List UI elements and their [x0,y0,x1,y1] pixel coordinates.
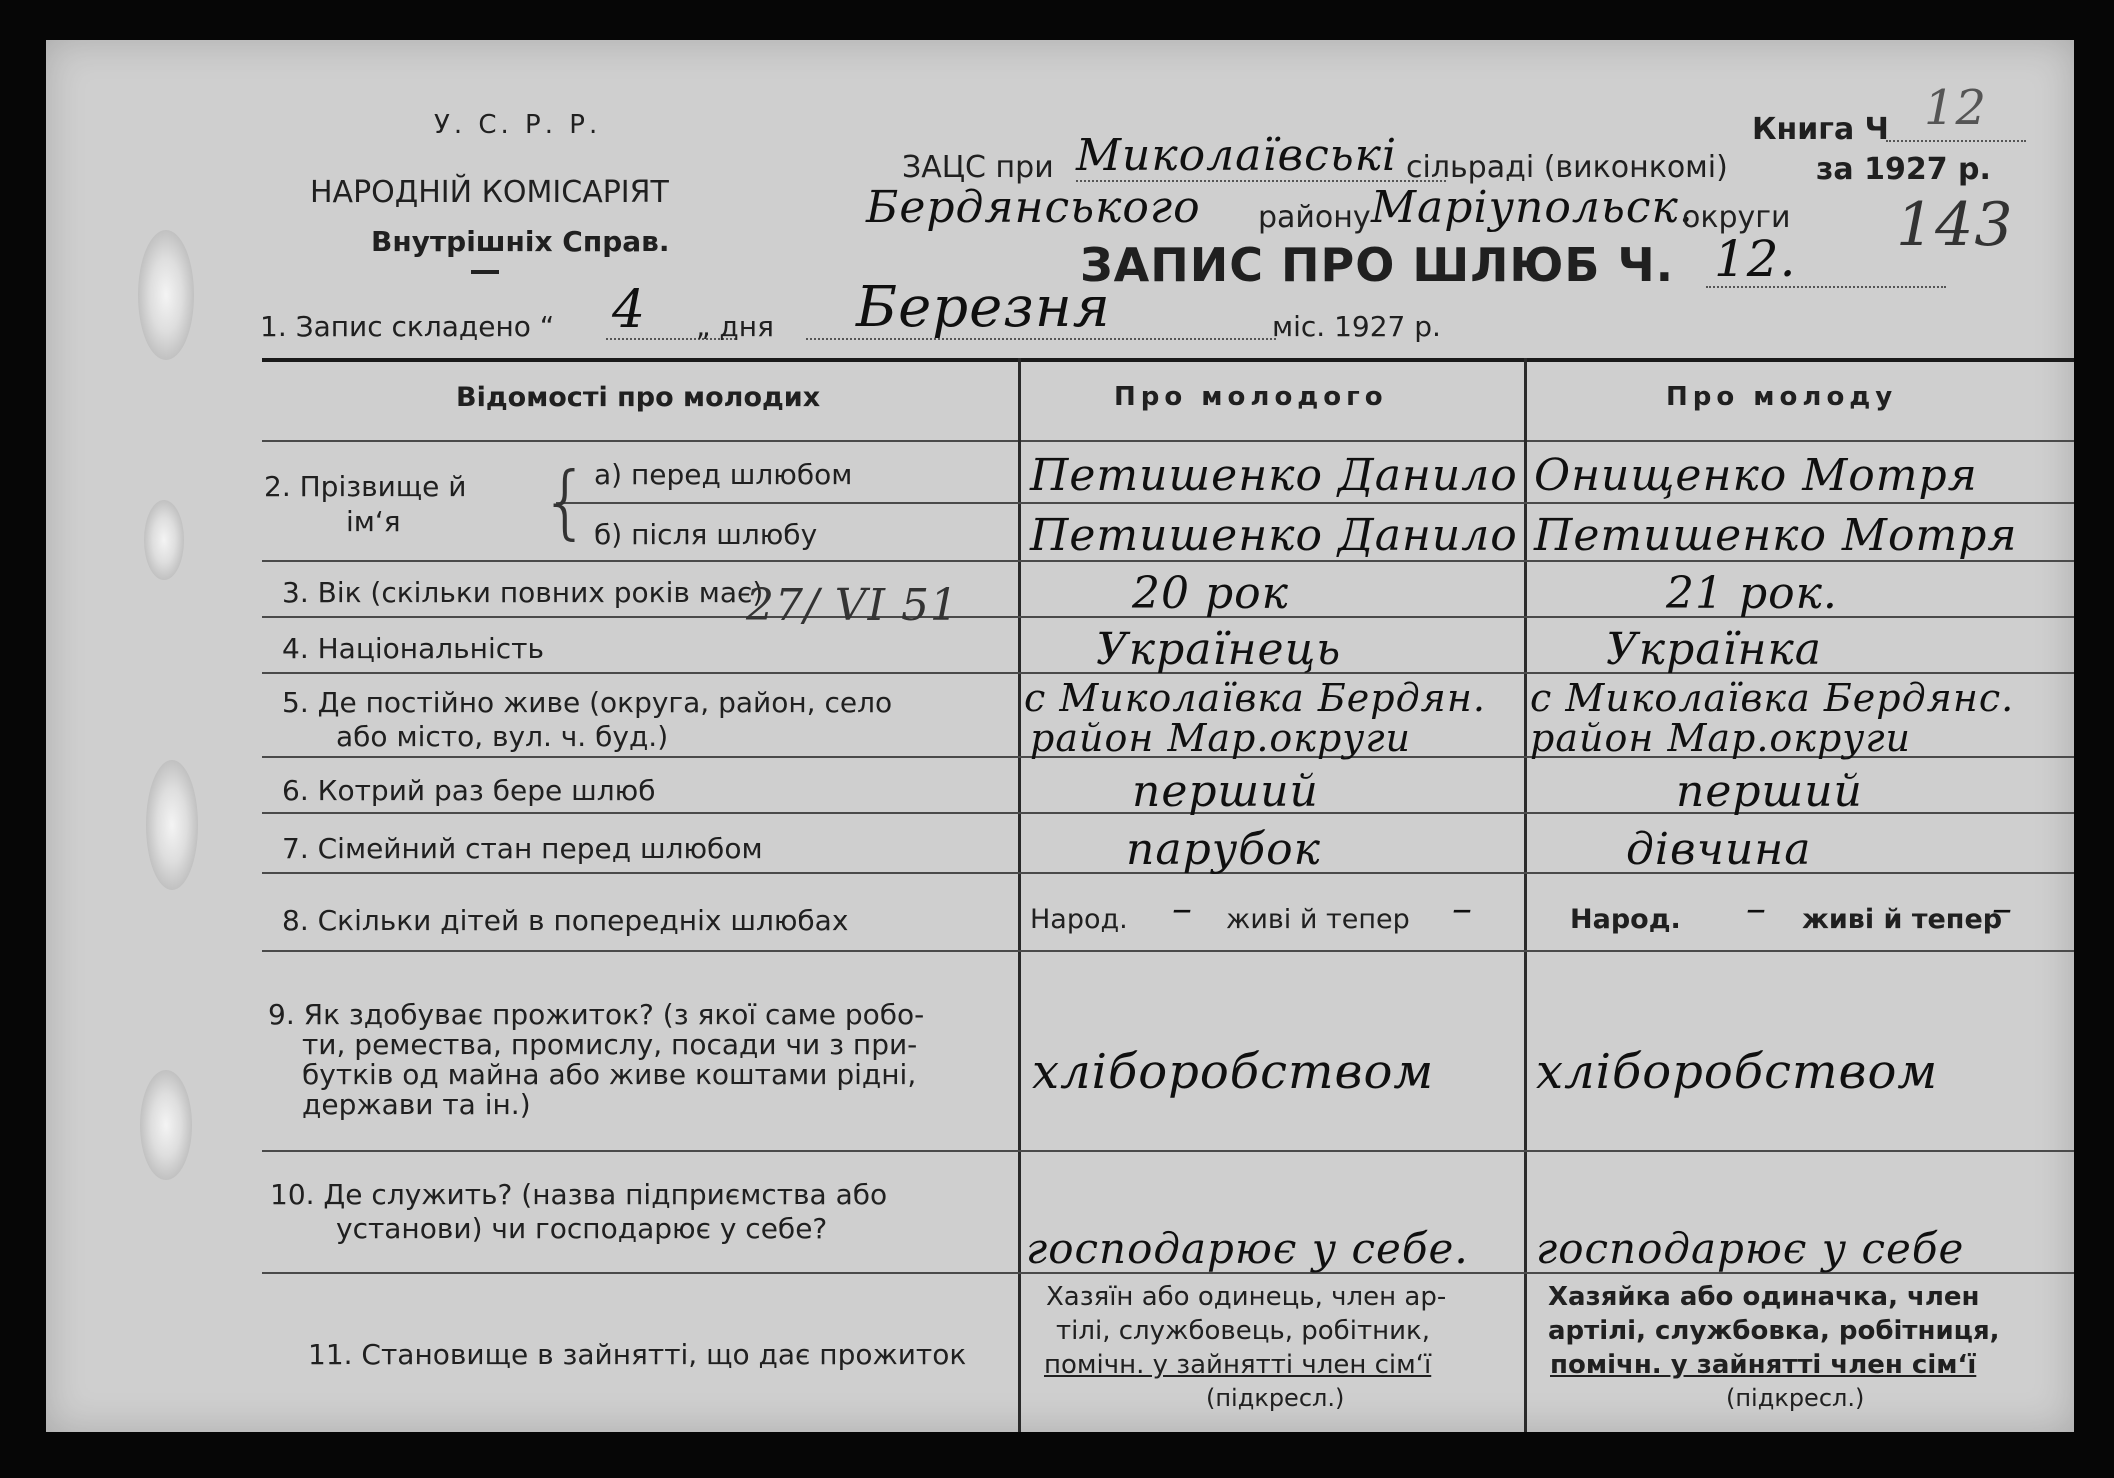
year-label: за 1927 р. [1816,152,1991,187]
district-handwritten: Бердянського [866,182,1201,233]
bride-name-after: Петишенко Мотря [1534,510,2018,561]
record-day-handwritten: 4 [612,280,647,340]
groom-name-after: Петишенко Данило [1030,510,1518,561]
bride-position-note: (підкресл.) [1726,1384,1865,1412]
groom-children-alive-label: живі й тепер [1226,904,1410,935]
commissariat-title: НАРОДНІЙ КОМІСАРІЯТ [310,175,669,210]
row-2-after-label: б) після шлюбу [594,518,818,551]
punch-hole [144,500,184,580]
column-header-info: Відомості про молодих [456,382,821,413]
groom-nationality: Українець [1096,624,1342,675]
bride-age: 21 рок. [1666,568,1838,619]
row-9-label-cont: ти, ремества, промислу, посади чи з при- [302,1028,918,1061]
bride-residence-cont: район Мар.округи [1530,716,1912,760]
dotted-line [806,338,1276,340]
groom-name-before: Петишенко Данило [1030,450,1518,501]
bride-marital-status: дівчина [1626,824,1812,875]
row-8-label: 8. Скільки дітей в попередніх шлюбах [282,904,849,937]
row-border [556,502,2074,504]
groom-children-born-dash: – [1172,886,1193,932]
groom-marriage-count: перший [1132,766,1319,817]
bride-position-text-underlined: помічн. у зайнятті член сім‘ї [1550,1350,1977,1380]
record-date-prefix: 1. Запис складено “ [260,310,555,343]
okrug-label: округи [1682,200,1791,235]
bride-name-before: Онищенко Мотря [1534,450,1978,501]
row-10-label: 10. Де служить? (назва підприємства або [270,1178,888,1211]
row-3-label: 3. Вік (скільки повних років має) [282,576,764,609]
bride-position-text: Хазяйка або одиначка, член [1548,1282,1980,1312]
row-4-label: 4. Національність [282,632,544,665]
margin-note-handwritten: 27/ VI 51 [746,580,959,631]
punch-hole [140,1070,192,1180]
bride-children-alive-label: живі й тепер [1802,904,2003,935]
bride-workplace: господарює у себе [1536,1224,1965,1273]
bride-children-born-label: Народ. [1570,904,1681,935]
bride-nationality: Українка [1606,624,1823,675]
bride-column-divider [1524,358,1527,1432]
row-11-label: 11. Становище в зайнятті, що дає прожиток [308,1338,967,1371]
bride-children-alive-dash: – [1992,886,2013,932]
groom-occupation: хліборобством [1032,1044,1435,1100]
bride-marriage-count: перший [1676,766,1863,817]
column-header-groom: Про молодого [1114,382,1388,412]
groom-age: 20 рок [1132,568,1289,619]
row-9-label-cont: бутків од майна або живе коштами рідні, [302,1058,917,1091]
row-2-label: 2. Прізвище й [264,470,467,503]
record-month-handwritten: Березня [856,275,1111,340]
record-day-suffix: „ дня [696,310,774,343]
punch-hole [146,760,198,890]
book-number-handwritten: 12 [1924,80,1988,136]
row-5-label: 5. Де постійно живе (округа, район, село [282,686,893,719]
row-10-label-cont: установи) чи господарює у себе? [336,1212,828,1245]
header-row-border [262,440,2074,442]
bride-residence: с Миколаївка Бердянс. [1530,676,2015,720]
table-top-border [262,358,2074,362]
record-title: ЗАПИС ПРО ШЛЮБ Ч. [1080,238,1675,292]
bride-position-text-cont: артілі, службовка, робітниця, [1548,1316,2000,1346]
bride-occupation: хліборобством [1536,1044,1939,1100]
groom-column-divider [1018,358,1021,1432]
groom-children-born-label: Народ. [1030,904,1128,935]
row-7-label: 7. Сімейний стан перед шлюбом [282,832,763,865]
row-6-label: 6. Котрий раз бере шлюб [282,774,656,807]
row-border [262,950,2074,952]
okrug-handwritten: Маріупольск. [1371,182,1694,233]
brace: { [540,455,591,548]
groom-workplace: господарює у себе. [1026,1224,1469,1273]
groom-position-text-cont: тілі, службовець, робітник, [1056,1316,1430,1346]
punch-hole [138,230,194,360]
marriage-record-card [46,40,2074,1432]
groom-marital-status: парубок [1126,824,1321,875]
groom-residence-cont: район Мар.округи [1030,716,1412,760]
column-header-bride: Про молоду [1666,382,1898,412]
header-dash [471,270,499,274]
row-2-before-label: а) перед шлюбом [594,458,853,491]
bride-children-born-dash: – [1746,886,1767,932]
row-9-label-cont: держави та ін.) [302,1088,531,1121]
row-border [262,1150,2074,1152]
dotted-line [1886,140,2026,142]
row-9-label: 9. Як здобуває прожиток? (з якої саме робо- [268,998,925,1031]
groom-residence: с Миколаївка Бердян. [1024,676,1486,720]
row-2-label-cont: ім‘я [346,505,401,538]
district-label: району [1258,200,1371,235]
groom-position-text: Хазяїн або одинець, член ар- [1046,1282,1447,1312]
book-label: Книга Ч [1752,112,1889,147]
groom-position-text-underlined: помічн. у зайнятті член сім‘ї [1044,1350,1432,1380]
zags-prefix: ЗАЦС при [902,150,1054,185]
row-5-label-cont: або місто, вул. ч. буд.) [336,720,669,753]
record-year-suffix: міс. 1927 р. [1272,310,1441,343]
groom-children-alive-dash: – [1452,886,1473,932]
zags-place-handwritten: Миколаївські [1076,130,1398,181]
commissariat-subtitle: Внутрішніх Справ. [371,225,670,258]
title-number-handwritten: 12. [1714,230,1797,288]
page-number-handwritten: 143 [1896,190,2014,260]
ussr-label: У. С. Р. Р. [434,110,602,140]
dotted-line [1706,286,1946,288]
groom-position-note: (підкресл.) [1206,1384,1345,1412]
zags-suffix: сільраді (виконкомі) [1406,150,1728,185]
